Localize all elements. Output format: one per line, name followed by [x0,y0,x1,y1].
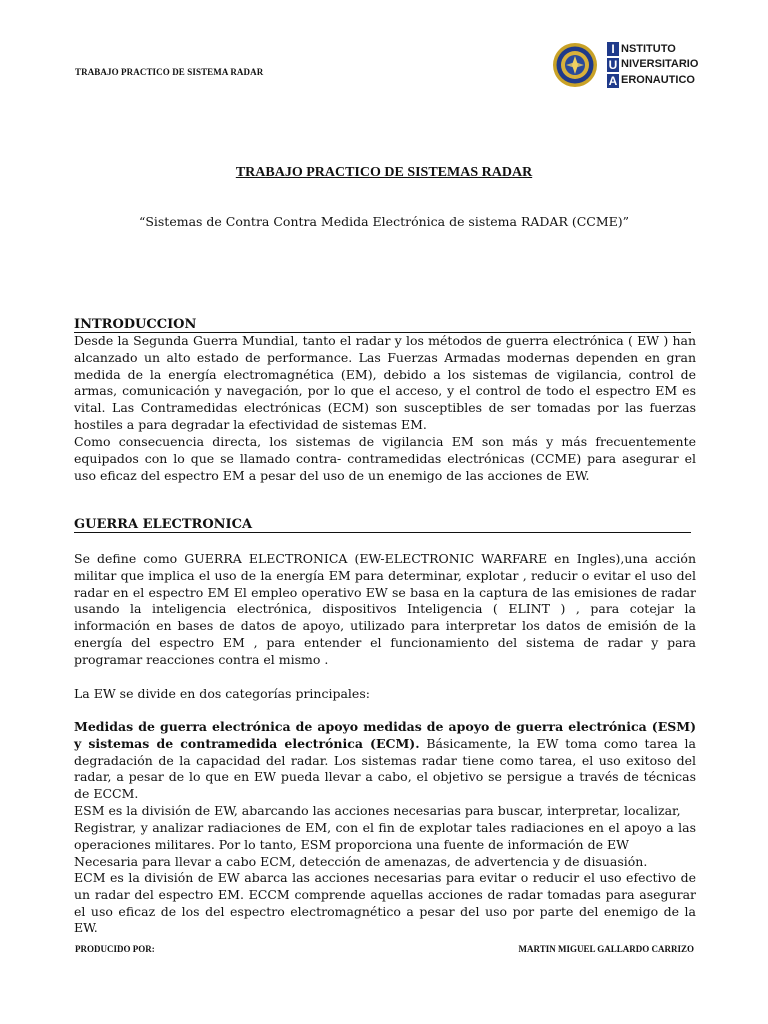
logo-letter: A [608,74,618,88]
ew-paragraph-2: La EW se divide en dos categorías principales: [74,686,370,701]
logo-letter: U [608,58,618,72]
section-heading-intro: INTRODUCCION [74,317,691,333]
section-heading-ew: GUERRA ELECTRONICA [74,517,691,533]
ew-paragraph-4-line-1: ESM es la división de EW, abarcando las acciones necesarias para buscar, interpretar, localizar, [74,803,681,818]
institution-line: NSTITUTO [621,43,676,55]
ew-paragraph-4-line-2: Registrar, y analizar radiaciones de EM, con el fin de explotar tales radiaciones en el apoyo a las operaciones militares. Por lo tanto, ESM proporciona una fuente de información de EW [74,820,696,852]
intro-paragraph-2: Como consecuencia directa, los sistemas de vigilancia EM son más y más frecuentemente equipados con lo que se llamado contra- contramedidas electrónicas (CCME) para asegurar el uso eficaz del espectro EM a pesar del uso de un enemigo de las acciones de EW. [74,434,696,483]
institution-line: NIVERSITARIO [621,58,699,71]
institution-logo [552,40,702,90]
institution-name [621,42,698,88]
running-header: TRABAJO PRACTICO DE SISTEMA RADAR [75,67,264,77]
document-title: TRABAJO PRACTICO DE SISTEMAS RADAR [235,165,533,180]
logo-letter-bars [607,42,619,88]
ew-paragraph-3 [74,719,696,803]
ew-paragraph-5: ECM es la división de EW abarca las acciones necesarias para evitar o reducir el uso efectivo de un radar del espectro EM. ECCM comprende aquellas acciones de radar tomadas para asegurar el uso eficaz de los del espectro electromagnético a pesar del uso por parte del enemigo de la EW. [74,870,696,936]
intro-paragraph-1: Desde la Segunda Guerra Mundial, tanto el radar y los métodos de guerra electrónica ( EW ) han alcanzado un alto estado de performance. Las Fuerzas Armadas modernas dependen en gran medida de la energía electromagnética (EM), debido a los sistemas de vigilancia, control de armas, comunicación y navegación, por lo que el acceso, y el control de todo el espectro EM es vital. Las Contramedidas electrónicas (ECM) son susceptibles de ser tomadas por las fuerzas hostiles a para degradar la efectividad de sistemas EM. [74,333,696,432]
footer-author: MARTIN MIGUEL GALLARDO CARRIZO [518,944,694,954]
ew-paragraph-4-line-3: Necesaria para llevar a cabo ECM, detección de amenazas, de advertencia y de disuasión. [74,854,648,869]
footer-producer-label: PRODUCIDO POR: [75,944,155,954]
seal-icon [552,42,598,88]
ew-paragraph-3-bold: Medidas de guerra electrónica de apoyo medidas de apoyo de guerra electrónica (ESM) y sistemas de contramedida electrónica (ECM). [74,719,696,751]
logo-letter: I [607,42,619,56]
document-subtitle: “Sistemas de Contra Contra Medida Electrónica de sistema RADAR (CCME)” [138,214,630,229]
institution-line: ERONAUTICO [621,73,695,86]
ew-paragraph-3-rest: Básicamente, la EW toma como tarea la degradación de la capacidad del radar. Los sistemas radar tiene como tarea, el uso exitoso del radar, a pesar de lo que en EW pueda llevar a cabo, el objetivo se persigue a través de técnicas de ECCM. [74,735,696,802]
ew-paragraph-1: Se define como GUERRA ELECTRONICA (EW-ELECTRONIC WARFARE en Ingles),una acción militar que implica el uso de la energía EM para determinar, explotar , reducir o evitar el uso del radar en el espectro EM El empleo operativo EW se basa en la captura de las emisiones de radar usando la inteligencia electrónica, dispositivos Inteligencia ( ELINT ) , para cotejar la información en bases de datos de apoyo, utilizado para interpretar los datos de emisión de la energía del espectro EM , para entender el funcionamiento del sistema de radar y para programar reacciones contra el mismo . [74,551,696,667]
